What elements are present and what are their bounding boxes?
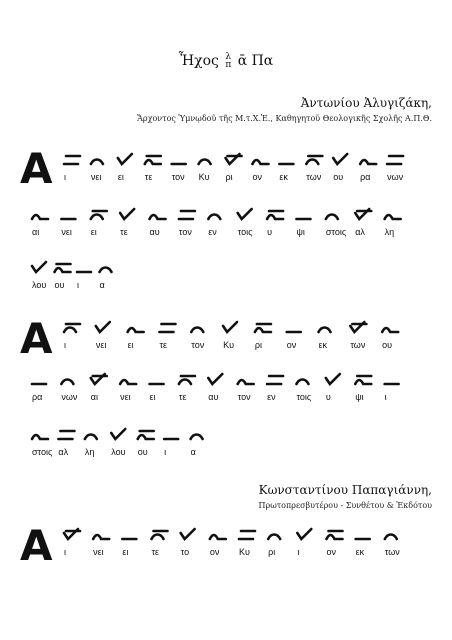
lyric-syllable: τε — [151, 547, 160, 557]
echos-word: Ἦχος — [178, 53, 219, 69]
lyric-syllable: ει — [117, 172, 124, 182]
lyric-syllable: εκ — [355, 547, 365, 557]
lyric-syllable: τον — [237, 392, 251, 402]
lyric-syllable: λου — [32, 280, 47, 290]
lyric-syllable: αι — [32, 227, 40, 237]
lyric-syllable: νων — [387, 172, 404, 182]
composer-role-1: Ἄρχοντος Ὑμνῳδοῦ τῆς Μ.τ.Χ.Ἐ., Καθηγητοῦ Θεολογικῆς Σχολῆς Α.Π.Θ. — [137, 114, 432, 123]
echos-mark-bottom: π — [225, 60, 232, 70]
initial-letter-2: Α — [20, 314, 53, 363]
lyric-syllable: τον — [178, 227, 192, 237]
score-line-2 — [0, 205, 452, 245]
lyric-syllable: νων — [61, 392, 78, 402]
echos-mark — [225, 53, 231, 69]
lyric-syllable: ι — [64, 172, 66, 182]
lyric-syllable: αι — [90, 392, 98, 402]
lyric-syllable: στοις — [325, 227, 347, 237]
lyric-syllable: α — [99, 280, 105, 290]
score-line-7 — [0, 521, 452, 570]
lyric-syllable: τε — [159, 340, 168, 350]
lyric-syllable: Κυ — [198, 172, 210, 182]
lyric-syllable: ου — [54, 280, 65, 290]
lyric-syllable: Κυ — [239, 547, 250, 557]
initial-letter-3: Α — [20, 521, 53, 570]
lyric-syllable: εκ — [318, 340, 328, 350]
lyric-syllable: νει — [95, 340, 107, 350]
lyric-syllable: ον — [326, 547, 337, 557]
score-line-5 — [0, 370, 452, 410]
lyric-syllable: των — [350, 340, 366, 350]
composer-name-1: Ἀντωνίου Ἀλυγιζάκη, — [300, 96, 432, 110]
lyric-syllable: εκ — [279, 172, 288, 182]
lyric-syllable: των — [384, 547, 400, 557]
lyric-syllable: αλ — [355, 227, 365, 237]
echos-heading — [0, 53, 452, 69]
lyric-syllable: ι — [297, 547, 300, 557]
lyric-syllable: Κυ — [223, 340, 235, 350]
lyric-syllable: τον — [171, 172, 185, 182]
lyric-syllable: ον — [286, 340, 297, 350]
echos-tail: ᾱ Πα — [237, 53, 274, 69]
lyric-syllable: ι — [64, 340, 66, 350]
lyric-syllable: ει — [122, 547, 129, 557]
lyric-syllable: ον — [252, 172, 262, 182]
lyric-syllable: υ — [325, 392, 331, 402]
lyric-syllable: νει — [61, 227, 72, 237]
score-line-3 — [0, 258, 452, 298]
echos-mark-top: λ — [225, 52, 232, 62]
lyric-syllable: ι — [64, 547, 66, 557]
composer-name-3: Κωνσταντίνου Παπαγιάννη, — [258, 483, 432, 497]
lyric-syllable: εν — [208, 227, 217, 237]
lyric-syllable: νει — [120, 392, 131, 402]
lyric-syllable: ρα — [360, 172, 371, 182]
initial-letter-1: Α — [20, 144, 53, 193]
lyric-syllable: τε — [178, 392, 187, 402]
lyric-syllable: α — [190, 447, 196, 457]
lyric-syllable: ου — [333, 172, 344, 182]
lyric-syllable: των — [306, 172, 322, 182]
lyric-syllable: ον — [209, 547, 220, 557]
lyric-syllable: ψι — [296, 227, 305, 237]
lyric-syllable: εν — [267, 392, 276, 402]
lyric-syllable: αλ — [58, 447, 69, 457]
lyric-syllable: ρι — [225, 172, 233, 182]
lyric-syllable: ρι — [268, 547, 276, 557]
lyric-syllable: νει — [93, 547, 104, 557]
lyric-syllable: νει — [90, 172, 102, 182]
neume-row — [0, 258, 452, 288]
lyric-syllable: υ — [267, 227, 272, 237]
score-line-6 — [0, 425, 452, 465]
score-line-1 — [0, 144, 452, 193]
lyric-syllable: το — [180, 547, 190, 557]
lyric-syllable: στοις — [32, 447, 53, 457]
lyric-syllable: ου — [382, 340, 393, 350]
lyric-syllable: τοις — [296, 392, 312, 402]
lyric-syllable: ι — [164, 447, 167, 457]
lyric-syllable: τε — [120, 227, 128, 237]
lyric-syllable: ου — [137, 447, 148, 457]
lyric-syllable: τον — [191, 340, 205, 350]
lyric-syllable: ι — [77, 280, 79, 290]
lyric-syllable: ψι — [355, 392, 364, 402]
lyric-syllable: ει — [90, 227, 97, 237]
score-line-4 — [0, 314, 452, 363]
lyric-syllable: ει — [149, 392, 156, 402]
lyric-syllable: λη — [84, 447, 95, 457]
lyric-syllable: ι — [384, 392, 387, 402]
lyric-syllable: αυ — [208, 392, 219, 402]
lyric-syllable: λη — [384, 227, 395, 237]
lyric-syllable: αυ — [149, 227, 160, 237]
lyric-syllable: τοις — [237, 227, 253, 237]
lyric-syllable: ρι — [254, 340, 263, 350]
lyric-syllable: τε — [144, 172, 153, 182]
lyric-syllable: ρα — [32, 392, 43, 402]
composer-role-3: Πρωτοπρεσβυτέρου - Συνθέτου & Ἐκδότου — [258, 501, 432, 510]
lyric-syllable: λου — [111, 447, 126, 457]
lyric-syllable: ει — [127, 340, 134, 350]
